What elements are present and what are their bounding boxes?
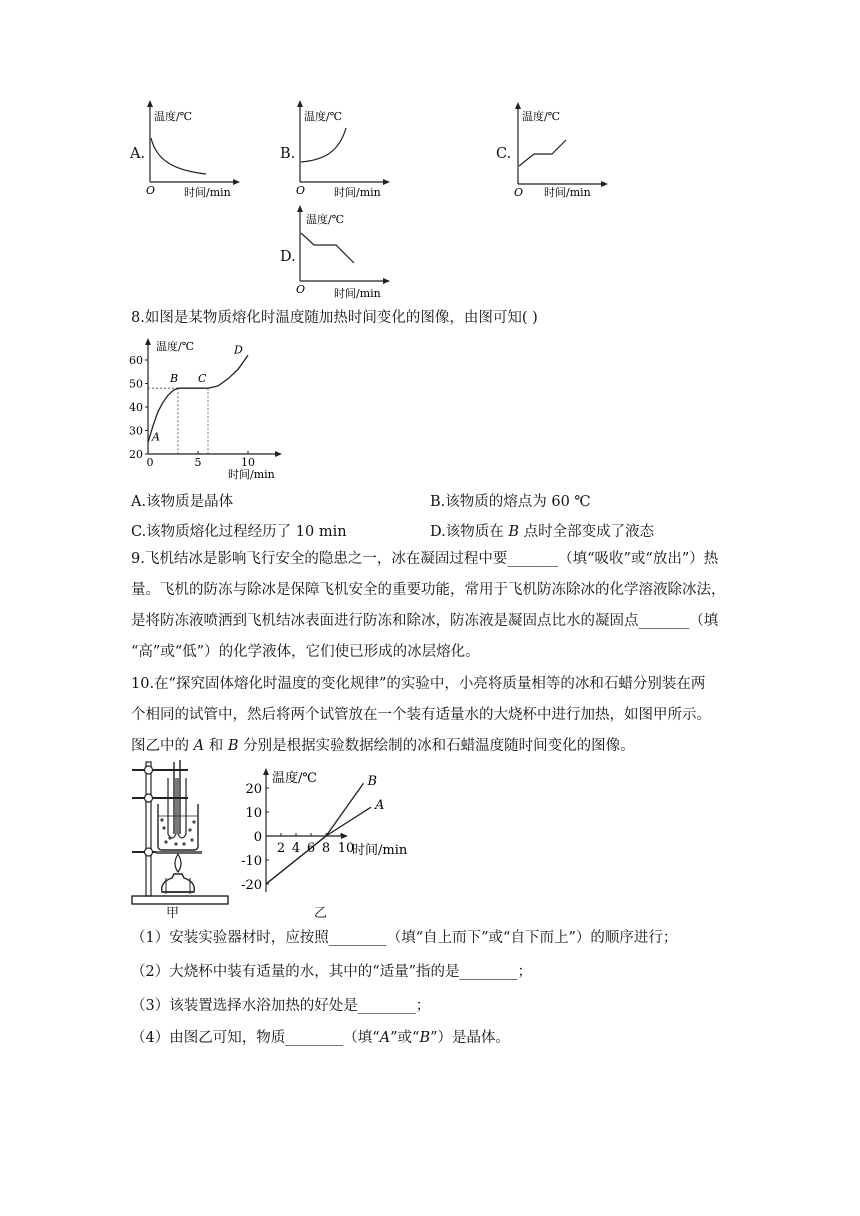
x-tick-label: 6 [306,841,316,856]
y-tick-label: 20 [129,448,143,461]
graph-decreasing-curve-icon [144,100,240,200]
x-axis-label: 时间/min [334,186,381,199]
q7-option-d [280,205,390,305]
x-axis-label: 时间/min [544,186,591,199]
point-label: A [152,430,160,444]
y-axis-title: 温度/℃ [272,771,317,786]
graph-solidifying-plateau-icon [294,205,390,305]
x-axis-title: 时间/min [228,468,275,481]
y-axis-label: 温度/℃ [522,110,561,123]
y-axis-label: 温度/℃ [154,110,193,123]
y-axis-title: 温度/℃ [156,340,195,353]
y-axis-label: 温度/℃ [306,213,345,226]
option-letter: B. [280,146,296,162]
y-axis-arrow [145,338,151,345]
option-letter: A. [130,146,146,162]
q8-option-a: A.该物质是晶体 [131,494,234,510]
x-axis-arrow [275,451,282,457]
option-d-post: 点时全部变成了液态 [518,524,655,540]
q10-sub3: （3）该装置选择水浴加热的好处是________； [131,998,431,1014]
series-line [148,355,248,442]
ice-wax-chart [236,764,416,900]
x-tick-label: 2 [276,841,286,856]
x-axis-title: 时间/min [352,843,408,858]
q8-option-d [430,522,654,542]
option-d-var: B [508,524,519,540]
y-tick-label: 60 [129,354,143,367]
q10-sub1: （1）安装实验器材时，应按照________（填“自上而下”或“自下而上”）的顺序进行； [131,930,678,946]
x-axis-label: 时间/min [334,287,381,300]
x-tick-label: 10 [337,841,355,856]
y-tick-label: 40 [129,401,143,414]
origin-label: O [296,283,306,296]
y-axis-arrow [263,768,269,775]
series-label: B [367,774,378,790]
chart1-marks [129,338,282,481]
x-tick-label: 8 [321,841,331,856]
q8-option-b: B.该物质的熔点为 60 ℃ [430,494,591,510]
option-letter: C. [496,146,512,162]
chart2-marks [241,768,408,893]
y-axis-label: 温度/℃ [304,110,343,123]
q8-option-c: C.该物质熔化过程经历了 10 min [131,524,347,540]
q10-sub2: （2）大烧杯中装有适量的水，其中的“适量”指的是________； [131,964,533,980]
q10-text [131,669,731,762]
q8-stem: 8.如图是某物质熔化时温度随加热时间变化的图像，由图可知( ) [131,310,538,326]
x-tick-label: 0 [146,456,154,469]
q10-line: 10.在“探究固体熔化时温度的变化规律”的实验中，小亮将质量相等的冰和石蜡分别装在两 [131,676,706,692]
series-label: A [375,798,385,814]
y-tick-label: 20 [245,782,262,797]
q9-line: “高”或“低”）的化学液体，它们使已形成的冰层熔化。 [131,644,480,660]
graph-melting-plateau-icon [512,102,608,202]
y-tick-label: 30 [129,424,143,438]
q7-option-c [496,100,606,200]
x-axis-arrow [341,833,348,839]
origin-label: O [296,184,306,197]
x-tick-label: 10 [241,456,255,469]
water-bath-apparatus-icon [128,758,230,924]
y-tick-label: -20 [241,878,262,893]
q9-line: 9.飞机结冰是影响飞行安全的隐患之一，冰在凝固过程中要_______（填“吸收”或“放出”）热 [131,551,719,567]
q7-option-b [280,100,390,200]
graph-increasing-curve-icon [294,100,390,200]
x-axis-label: 时间/min [184,186,231,199]
y-tick-label: 50 [129,377,143,391]
figure-jia-caption: 甲 [166,906,180,921]
x-tick-label: 4 [291,841,301,856]
point-label: D [234,343,243,357]
q10-line: 个相同的试管中，然后将两个试管放在一个装有适量水的大烧杯中进行加热，如图甲所示。 [131,707,711,723]
y-tick-label: -10 [241,854,262,869]
melting-chart [128,336,288,484]
y-tick-label: 10 [245,806,262,821]
point-label: B [170,372,179,386]
q10-line: 图乙中的 A 和 B 分别是根据实验数据绘制的冰和石蜡温度随时间变化的图像。 [131,738,635,754]
q9-line: 量。飞机的防冻与除冰是保障飞机安全的重要功能，常用于飞机防冻除冰的化学溶液除冰法， [131,582,726,598]
q9-line: 是将防冻液喷洒到飞机结冰表面进行防冻和除冰，防冻液是凝固点比水的凝固点_______（填 [131,613,719,629]
option-d-pre: D.该物质在 [430,524,509,540]
x-tick-label: 5 [194,456,202,469]
origin-label: O [146,184,156,197]
origin-label: O [514,186,524,199]
q10-sub4: （4）由图乙可知，物质________（填“A”或“B”）是晶体。 [131,1030,511,1046]
figure-yi-caption: 乙 [314,906,328,921]
q7-option-a [130,100,240,200]
y-tick-label: 0 [253,830,262,845]
q9-text [131,544,731,668]
point-label: C [198,372,207,386]
option-letter: D. [280,249,296,265]
